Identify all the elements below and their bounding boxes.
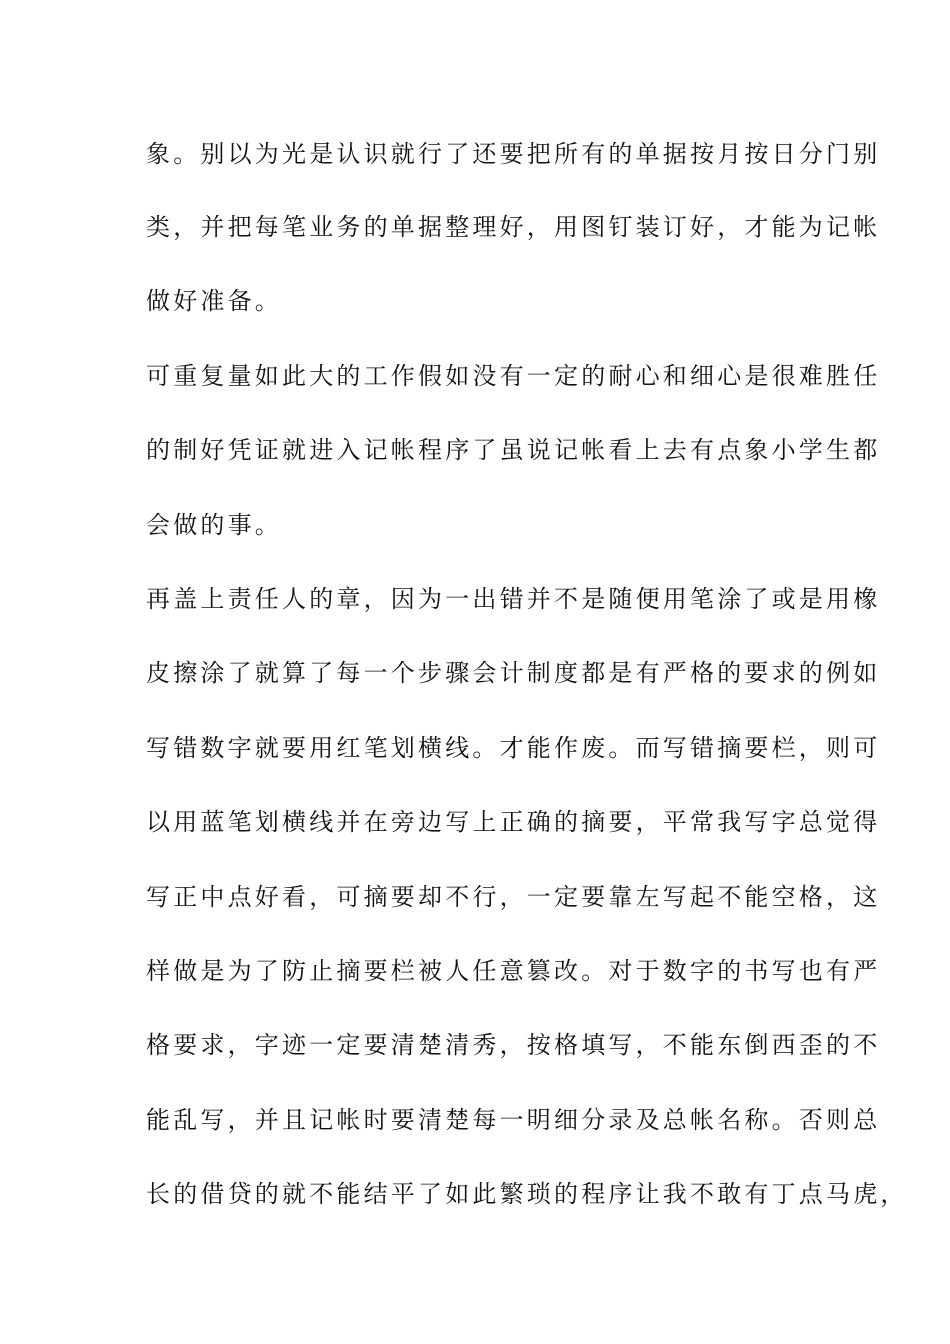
text-line: 写正中点好看，可摘要却不行，一定要靠左写起不能空格，这 — [146, 883, 881, 911]
text-line: 可重复量如此大的工作假如没有一定的耐心和细心是很难胜任 — [146, 362, 881, 390]
text-line: 的制好凭证就进入记帐程序了虽说记帐看上去有点象小学生都 — [146, 436, 881, 464]
text-line: 再盖上责任人的章，因为一出错并不是随便用笔涂了或是用橡 — [146, 585, 881, 613]
text-line: 以用蓝笔划横线并在旁边写上正确的摘要，平常我写字总觉得 — [146, 808, 881, 836]
text-line: 类，并把每笔业务的单据整理好，用图钉装订好，才能为记帐 — [146, 213, 881, 241]
text-line: 皮擦涂了就算了每一个步骤会计制度都是有严格的要求的例如 — [146, 659, 881, 687]
text-line: 样做是为了防止摘要栏被人任意篡改。对于数字的书写也有严 — [146, 957, 881, 985]
text-line: 写错数字就要用红笔划横线。才能作废。而写错摘要栏，则可 — [146, 734, 881, 762]
text-line: 做好准备。 — [146, 287, 282, 315]
text-line: 长的借贷的就不能结平了如此繁琐的程序让我不敢有丁点马虎， — [146, 1180, 908, 1208]
text-line: 能乱写，并且记帐时要清楚每一明细分录及总帐名称。否则总 — [146, 1106, 881, 1134]
text-line: 象。别以为光是认识就行了还要把所有的单据按月按日分门别 — [146, 140, 881, 168]
text-line: 格要求，字迹一定要清楚清秀，按格填写，不能东倒西歪的不 — [146, 1031, 881, 1059]
text-line: 会做的事。 — [146, 511, 282, 539]
